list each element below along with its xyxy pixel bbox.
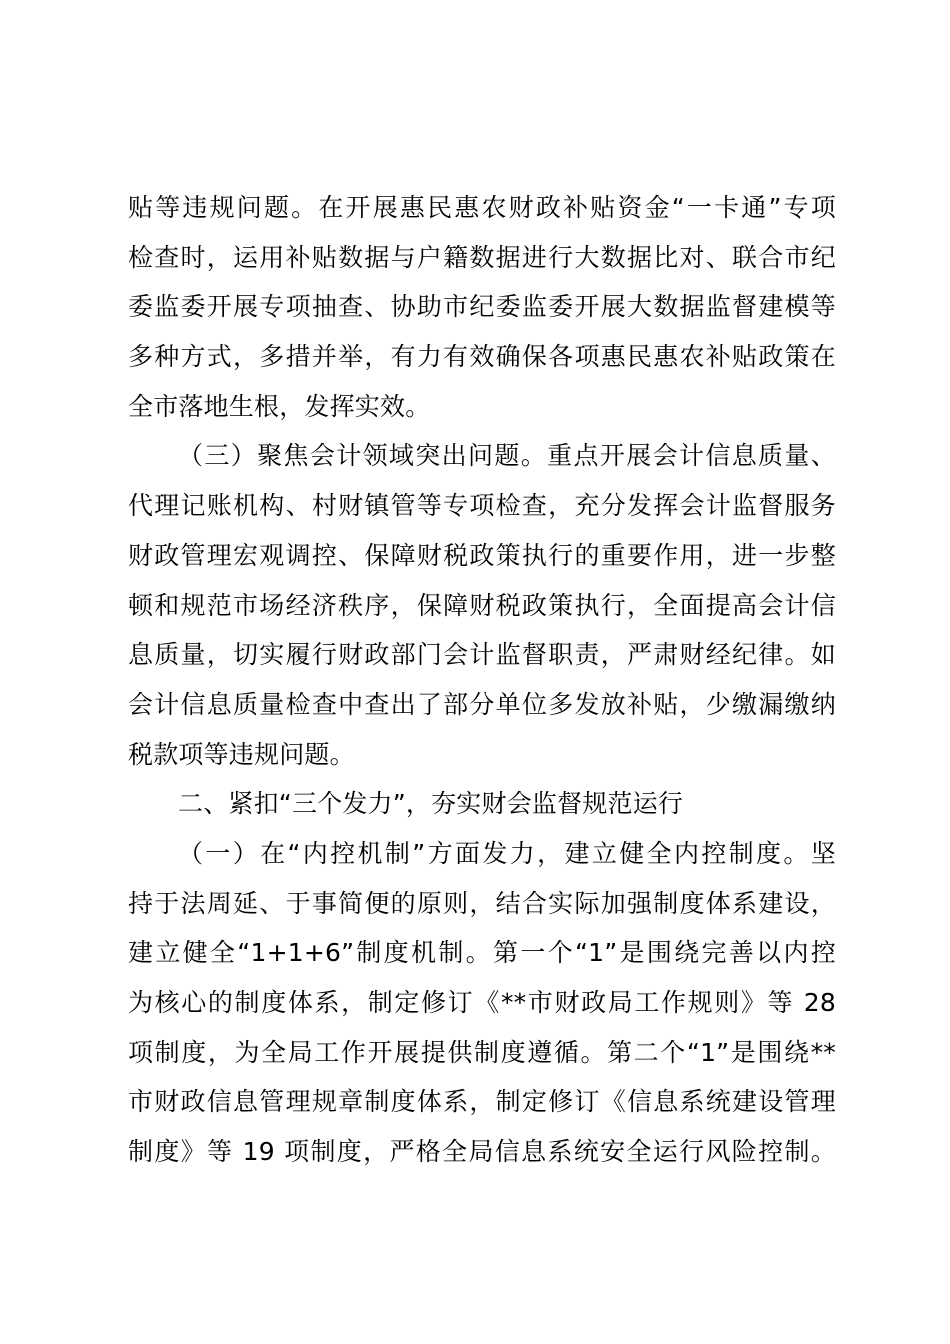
text-line: 持于法周延、于事简便的原则，结合实际加强制度体系建设， — [128, 888, 836, 918]
text-line: 市财政信息管理规章制度体系，制定修订《信息系统建设管理 — [128, 1087, 836, 1117]
section-heading-line: （一）在“内控机制”方面发力，建立健全内控制度。坚 — [178, 838, 836, 868]
document-body — [128, 183, 836, 1177]
section-heading-line: （三）聚焦会计领域突出问题。重点开展会计信息质量、 — [178, 441, 836, 471]
chapter-heading: 二、紧扣“三个发力”，夯实财会监督规范运行 — [178, 789, 684, 819]
text-line: 委监委开展专项抽查、协助市纪委监委开展大数据监督建模等 — [128, 292, 836, 322]
text-line: 税款项等违规问题。 — [128, 739, 355, 769]
text-line: 顿和规范市场经济秩序，保障财税政策执行，全面提高会计信 — [128, 590, 836, 620]
text-line: 多种方式，多措并举，有力有效确保各项惠民惠农补贴政策在 — [128, 342, 836, 372]
text-line: 财政管理宏观调控、保障财税政策执行的重要作用，进一步整 — [128, 540, 836, 570]
text-line: 全市落地生根，发挥实效。 — [128, 391, 431, 421]
text-line: 贴等违规问题。在开展惠民惠农财政补贴资金“一卡通”专项 — [128, 193, 836, 222]
text-line: 为核心的制度体系，制定修订《**市财政局工作规则》等 28 — [128, 988, 836, 1017]
text-line: 项制度，为全局工作开展提供制度遵循。第二个“1”是围绕** — [128, 1037, 836, 1067]
text-line: 建立健全“1+1+6”制度机制。第一个“1”是围绕完善以内控 — [128, 938, 836, 968]
text-line: 检查时，运用补贴数据与户籍数据进行大数据比对、联合市纪 — [128, 242, 836, 272]
text-line: 会计信息质量检查中查出了部分单位多发放补贴，少缴漏缴纳 — [128, 689, 836, 719]
text-line: 制度》等 19 项制度，严格全局信息系统安全运行风险控制。 — [128, 1137, 836, 1167]
text-line: 息质量，切实履行财政部门会计监督职责，严肃财经纪律。如 — [128, 640, 836, 670]
text-line: 代理记账机构、村财镇管等专项检查，充分发挥会计监督服务 — [128, 491, 836, 521]
